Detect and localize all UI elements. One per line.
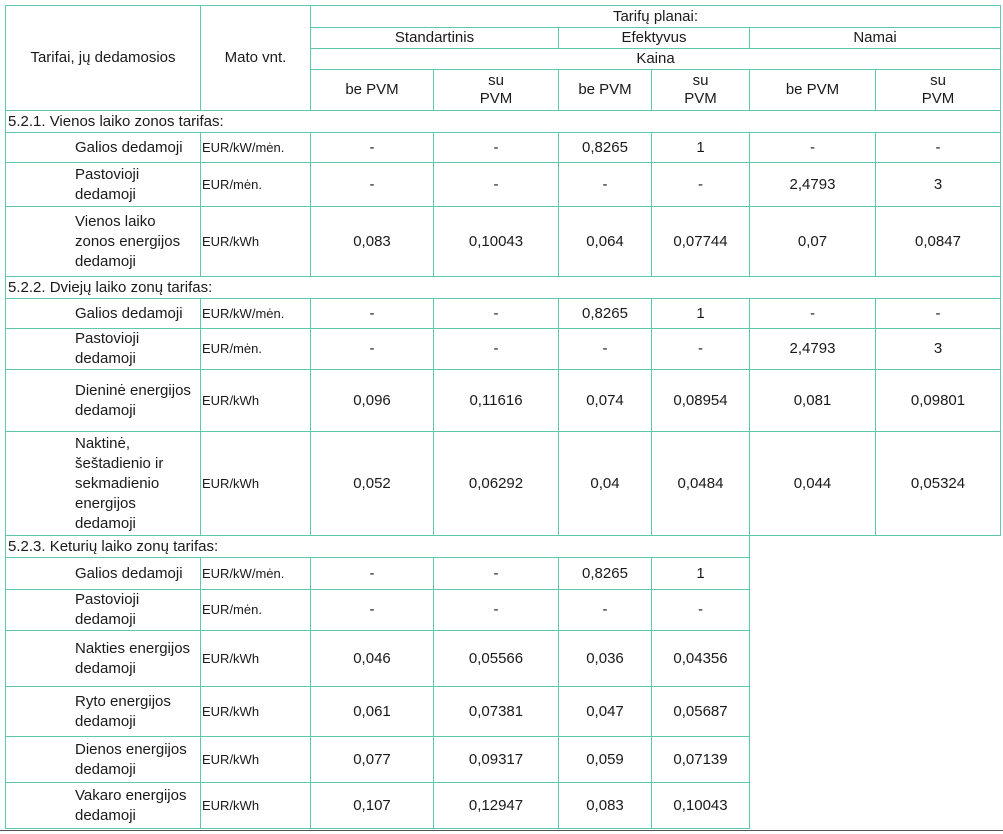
unit-cell: EUR/kW/mėn. bbox=[201, 558, 311, 590]
price-cell: 0,11616 bbox=[434, 370, 559, 432]
price-cell: 0,077 bbox=[311, 737, 434, 783]
header-su-pvm-line1: su bbox=[692, 72, 709, 89]
price-cell: 0,083 bbox=[559, 783, 652, 829]
price-cell: 0,07381 bbox=[434, 687, 559, 737]
component-label: Dieninė energijos dedamoji bbox=[6, 370, 201, 432]
price-cell: - bbox=[434, 590, 559, 631]
price-cell: - bbox=[434, 163, 559, 207]
price-cell: - bbox=[652, 163, 750, 207]
price-cell: 0,05687 bbox=[652, 687, 750, 737]
header-be-pvm: be PVM bbox=[750, 70, 876, 111]
price-cell: 3 bbox=[876, 163, 1001, 207]
section-title: 5.2.1. Vienos laiko zonos tarifas: bbox=[6, 111, 1001, 133]
table-row bbox=[6, 329, 1001, 370]
table-row bbox=[6, 737, 1001, 783]
component-label: Pastovioji dedamoji bbox=[6, 329, 201, 370]
price-cell: 0,107 bbox=[311, 783, 434, 829]
section-title: 5.2.3. Keturių laiko zonų tarifas: bbox=[6, 536, 750, 558]
price-cell: 0,083 bbox=[311, 207, 434, 277]
component-label: Pastovioji dedamoji bbox=[6, 590, 201, 631]
table-row bbox=[6, 163, 1001, 207]
table-row bbox=[6, 783, 1001, 829]
price-cell: 0,047 bbox=[559, 687, 652, 737]
price-cell: 0,036 bbox=[559, 631, 652, 687]
price-cell: - bbox=[750, 299, 876, 329]
component-label: Naktinė, šeštadienio ir sekmadienio energijos dedamoji bbox=[6, 432, 201, 536]
header-plan-namai: Namai bbox=[750, 28, 1001, 49]
price-cell: - bbox=[559, 590, 652, 631]
component-label: Ryto energijos dedamoji bbox=[6, 687, 201, 737]
section-title: 5.2.2. Dviejų laiko zonų tarifas: bbox=[6, 277, 1001, 299]
component-label: Vienos laiko zonos energijos dedamoji bbox=[6, 207, 201, 277]
header-plan-standartinis: Standartinis bbox=[311, 28, 559, 49]
price-cell: 0,10043 bbox=[434, 207, 559, 277]
header-plans-title: Tarifų planai: bbox=[311, 6, 1001, 28]
header-tariffs: Tarifai, jų dedamosios bbox=[6, 6, 201, 111]
price-cell: 0,8265 bbox=[559, 558, 652, 590]
price-cell: 0,046 bbox=[311, 631, 434, 687]
tariff-table bbox=[5, 5, 1001, 829]
price-cell: 0,064 bbox=[559, 207, 652, 277]
header-price: Kaina bbox=[311, 49, 1001, 70]
empty-cell bbox=[750, 536, 1001, 558]
unit-cell: EUR/kWh bbox=[201, 207, 311, 277]
price-cell: - bbox=[434, 329, 559, 370]
table-row bbox=[6, 631, 1001, 687]
header-su-pvm bbox=[876, 70, 1001, 111]
empty-cell bbox=[750, 687, 1001, 737]
table-row bbox=[6, 558, 1001, 590]
price-cell: 0,07 bbox=[750, 207, 876, 277]
price-cell: 0,05566 bbox=[434, 631, 559, 687]
price-cell: - bbox=[652, 329, 750, 370]
price-cell: - bbox=[434, 558, 559, 590]
price-cell: 0,07139 bbox=[652, 737, 750, 783]
header-su-pvm bbox=[434, 70, 559, 111]
component-label: Pastovioji dedamoji bbox=[6, 163, 201, 207]
price-cell: 0,8265 bbox=[559, 299, 652, 329]
table-row bbox=[6, 370, 1001, 432]
price-cell: 0,074 bbox=[559, 370, 652, 432]
component-label: Nakties energijos dedamoji bbox=[6, 631, 201, 687]
price-cell: 0,09801 bbox=[876, 370, 1001, 432]
price-cell: 0,08954 bbox=[652, 370, 750, 432]
unit-cell: EUR/kWh bbox=[201, 783, 311, 829]
price-cell: - bbox=[311, 558, 434, 590]
empty-cell bbox=[750, 737, 1001, 783]
price-cell: - bbox=[876, 133, 1001, 163]
price-cell: 2,4793 bbox=[750, 329, 876, 370]
price-cell: 0,09317 bbox=[434, 737, 559, 783]
price-cell: 0,0484 bbox=[652, 432, 750, 536]
table-row bbox=[6, 590, 1001, 631]
component-label: Galios dedamoji bbox=[6, 133, 201, 163]
price-cell: - bbox=[434, 299, 559, 329]
component-label: Galios dedamoji bbox=[6, 299, 201, 329]
empty-cell bbox=[750, 783, 1001, 829]
price-cell: - bbox=[311, 133, 434, 163]
component-label: Vakaro energijos dedamoji bbox=[6, 783, 201, 829]
price-cell: 0,0847 bbox=[876, 207, 1001, 277]
price-cell: 0,05324 bbox=[876, 432, 1001, 536]
header-be-pvm: be PVM bbox=[559, 70, 652, 111]
section-row bbox=[6, 277, 1001, 299]
component-label: Dienos energijos dedamoji bbox=[6, 737, 201, 783]
empty-cell bbox=[750, 590, 1001, 631]
price-cell: - bbox=[750, 133, 876, 163]
price-cell: 0,04 bbox=[559, 432, 652, 536]
price-cell: - bbox=[434, 133, 559, 163]
price-cell: 0,061 bbox=[311, 687, 434, 737]
price-cell: 0,8265 bbox=[559, 133, 652, 163]
header-su-pvm-line1: su bbox=[930, 72, 946, 89]
unit-cell: EUR/kWh bbox=[201, 687, 311, 737]
unit-cell: EUR/mėn. bbox=[201, 329, 311, 370]
header-plan-efektyvus: Efektyvus bbox=[559, 28, 750, 49]
unit-cell: EUR/kW/mėn. bbox=[201, 133, 311, 163]
unit-cell: EUR/kW/mėn. bbox=[201, 299, 311, 329]
unit-cell: EUR/kWh bbox=[201, 432, 311, 536]
table-row bbox=[6, 133, 1001, 163]
unit-cell: EUR/kWh bbox=[201, 631, 311, 687]
price-cell: 0,12947 bbox=[434, 783, 559, 829]
price-cell: 0,10043 bbox=[652, 783, 750, 829]
unit-cell: EUR/kWh bbox=[201, 370, 311, 432]
price-cell: - bbox=[876, 299, 1001, 329]
section-row bbox=[6, 111, 1001, 133]
price-cell: 0,04356 bbox=[652, 631, 750, 687]
empty-cell bbox=[750, 631, 1001, 687]
header-su-pvm-line2: PVM bbox=[921, 90, 955, 107]
price-cell: 1 bbox=[652, 558, 750, 590]
price-cell: - bbox=[559, 163, 652, 207]
header-su-pvm bbox=[652, 70, 750, 111]
table-row bbox=[6, 687, 1001, 737]
price-cell: 0,06292 bbox=[434, 432, 559, 536]
unit-cell: EUR/mėn. bbox=[201, 590, 311, 631]
header-su-pvm-line2: PVM bbox=[684, 90, 717, 107]
price-cell: 0,096 bbox=[311, 370, 434, 432]
unit-cell: EUR/mėn. bbox=[201, 163, 311, 207]
price-cell: 0,052 bbox=[311, 432, 434, 536]
empty-cell bbox=[750, 558, 1001, 590]
table-row bbox=[6, 432, 1001, 536]
component-label: Galios dedamoji bbox=[6, 558, 201, 590]
section-row bbox=[6, 536, 1001, 558]
price-cell: 3 bbox=[876, 329, 1001, 370]
table-row bbox=[6, 207, 1001, 277]
price-cell: 0,07744 bbox=[652, 207, 750, 277]
page-bottom-rule bbox=[0, 830, 1003, 831]
header-be-pvm: be PVM bbox=[311, 70, 434, 111]
price-cell: 0,044 bbox=[750, 432, 876, 536]
header-unit: Mato vnt. bbox=[201, 6, 311, 111]
price-cell: 1 bbox=[652, 299, 750, 329]
price-cell: - bbox=[652, 590, 750, 631]
price-cell: - bbox=[311, 163, 434, 207]
price-cell: - bbox=[311, 590, 434, 631]
header-su-pvm-line1: su bbox=[488, 72, 504, 89]
price-cell: - bbox=[559, 329, 652, 370]
price-cell: - bbox=[311, 299, 434, 329]
price-cell: - bbox=[311, 329, 434, 370]
price-cell: 0,059 bbox=[559, 737, 652, 783]
price-cell: 1 bbox=[652, 133, 750, 163]
price-cell: 0,081 bbox=[750, 370, 876, 432]
table-row bbox=[6, 299, 1001, 329]
header-su-pvm-line2: PVM bbox=[479, 90, 513, 107]
price-cell: 2,4793 bbox=[750, 163, 876, 207]
unit-cell: EUR/kWh bbox=[201, 737, 311, 783]
